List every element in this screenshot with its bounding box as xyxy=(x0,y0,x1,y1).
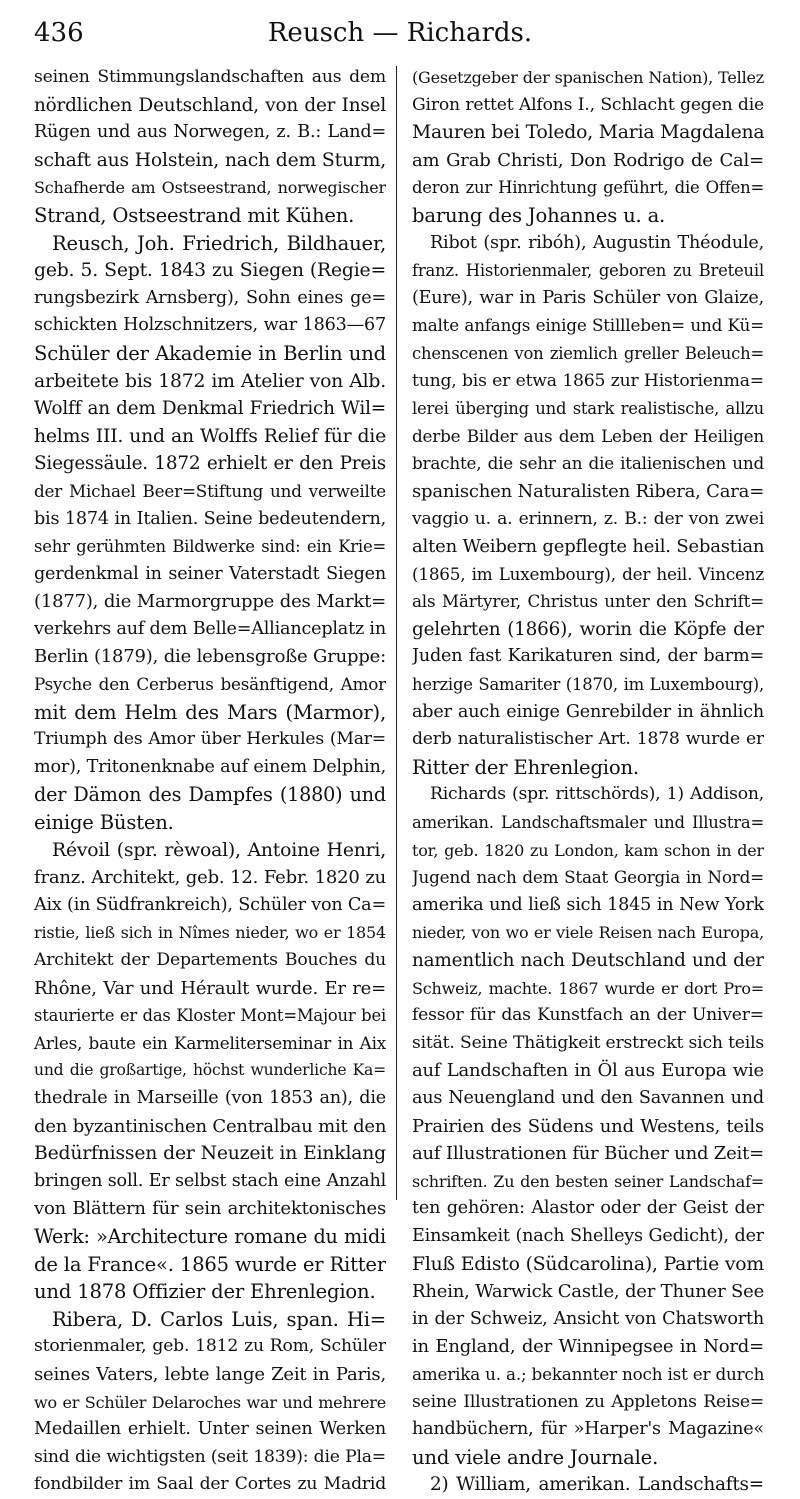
text-line: Prairien des Südens und Westens, teils xyxy=(412,1115,764,1137)
text-line: amerikan. Landschaftsmaler und Illustra= xyxy=(412,813,764,833)
text-line: helms III. und an Wolffs Relief für die xyxy=(34,425,386,447)
text-line: Psyche den Cerberus besänftigend, Amor xyxy=(34,674,386,695)
text-line: ten gehören: Alastor oder der Geist der xyxy=(412,1198,764,1219)
text-line: wo er Schüler Delaroches war und mehrere xyxy=(34,1392,386,1412)
text-line: malte anfangs einige Stillleben= und Kü= xyxy=(412,315,764,336)
text-line: storienmaler, geb. 1812 zu Rom, Schüler xyxy=(34,1336,386,1357)
text-line: auf Landschaften in Öl aus Europa wie xyxy=(412,1060,764,1082)
text-line: mit dem Helm des Mars (Marmor), xyxy=(34,700,386,724)
text-line: vaggio u. a. erinnern, z. B.: der von zwei xyxy=(412,508,764,529)
text-line: fondbilder im Saal der Cortes zu Madrid xyxy=(34,1474,386,1495)
text-line: Rügen und aus Norwegen, z. B.: Land= xyxy=(34,122,386,143)
text-line: (1865, im Luxembourg), der heil. Vincenz xyxy=(412,563,764,584)
text-line: lerei überging und stark realistische, allzu xyxy=(412,399,764,419)
text-line: ristie, ließ sich in Nîmes nieder, wo er 1854 xyxy=(34,923,386,943)
text-line: Berlin (1879), die lebensgroße Gruppe: xyxy=(34,646,386,668)
text-line: Schüler der Akademie in Berlin und xyxy=(34,341,386,365)
left-column xyxy=(34,64,386,1499)
text-line: (1877), die Marmorgruppe des Markt= xyxy=(34,591,386,613)
text-line: handbüchern, für »Harper's Magazine« xyxy=(412,1419,764,1440)
text-line: schaft aus Holstein, nach dem Sturm, xyxy=(34,149,386,171)
text-line: amerika und ließ sich 1845 in New York xyxy=(412,894,764,915)
text-line: Wolff an dem Denkmal Friedrich Wil= xyxy=(34,398,386,420)
text-line: spanischen Naturalisten Ribera, Cara= xyxy=(412,480,764,502)
text-line: derbe Bilder aus dem Leben der Heiligen xyxy=(412,425,764,446)
text-line: herzige Samariter (1870, im Luxembourg), xyxy=(412,675,764,695)
text-line: Werk: »Architecture romane du midi xyxy=(34,1224,386,1248)
text-line: Strand, Ostseestrand mit Kühen. xyxy=(34,203,355,227)
text-line: tung, bis er etwa 1865 zur Historienma= xyxy=(412,370,764,391)
text-line: Fluß Edisto (Südcarolina), Partie vom xyxy=(412,1253,764,1275)
text-line: deron zur Hinrichtung geführt, die Offen= xyxy=(412,178,764,198)
text-line: bis 1874 in Italien. Seine bedeutendern, xyxy=(34,508,386,529)
text-line: Rhein, Warwick Castle, der Thuner See xyxy=(412,1281,764,1303)
text-line: Aix (in Südfrankreich), Schüler von Ca= xyxy=(34,894,386,915)
text-line: Jugend nach dem Staat Georgia in Nord= xyxy=(412,867,764,888)
text-line: und die großartige, höchst wunderliche Ka= xyxy=(34,1061,386,1080)
text-line: Ribot (spr. ribóh), Augustin Théodule, xyxy=(430,232,764,253)
text-line: rungsbezirk Arnsberg), Sohn eines ge= xyxy=(34,287,386,308)
column-divider xyxy=(396,66,397,1200)
text-line: namentlich nach Deutschland und der xyxy=(412,950,764,971)
text-line: der Michael Beer=Stiftung und verweilte xyxy=(34,480,386,501)
text-line: sität. Seine Thätigkeit erstreckt sich teils xyxy=(412,1032,764,1053)
text-line: Medaillen erhielt. Unter seinen Werken xyxy=(34,1419,386,1440)
text-line: sind die wichtigsten (seit 1839): die Pla= xyxy=(34,1446,386,1467)
text-line: alten Weibern gepflegte heil. Sebastian xyxy=(412,536,764,558)
text-line: schickten Holzschnitzers, war 1863—67 xyxy=(34,315,386,336)
text-line: staurierte er das Kloster Mont=Majour bei xyxy=(34,1006,386,1026)
text-line: nieder, von wo er viele Reisen nach Europa, xyxy=(412,923,764,943)
text-line: der Dämon des Dampfes (1880) und xyxy=(34,783,386,807)
text-line: Siegessäule. 1872 erhielt er den Preis xyxy=(34,453,386,475)
text-line: seine Illustrationen zu Appletons Reise= xyxy=(412,1391,764,1412)
text-line: in England, der Winnipegsee in Nord= xyxy=(412,1336,764,1358)
text-line: Ritter der Ehrenlegion. xyxy=(412,755,639,779)
text-line: Juden fast Karikaturen sind, der barm= xyxy=(412,646,764,667)
text-line: bringen soll. Er selbst stach eine Anzahl xyxy=(34,1170,386,1191)
running-head: Reusch — Richards. xyxy=(267,18,533,48)
text-line: Einsamkeit (nach Shelleys Gedicht), der xyxy=(412,1225,764,1246)
page-number: 436 xyxy=(34,18,84,48)
text-line: am Grab Christi, Don Rodrigo de Cal= xyxy=(412,149,764,171)
text-line: aber auch einige Genrebilder in ähnlich xyxy=(412,701,764,722)
text-line: thedrale in Marseille (von 1853 an), die xyxy=(34,1087,386,1108)
text-line: (Eure), war in Paris Schüler von Glaize, xyxy=(412,287,764,308)
text-line: Giron rettet Alfons I., Schlacht gegen die xyxy=(412,94,764,115)
text-line: in der Schweiz, Ansicht von Chatsworth xyxy=(412,1308,764,1329)
text-line: 2) William, amerikan. Landschafts= xyxy=(430,1474,764,1496)
text-line: arbeitete bis 1872 im Atelier von Alb. xyxy=(34,370,386,392)
text-line: Architekt der Departements Bouches du xyxy=(34,950,386,970)
right-column xyxy=(412,64,764,1499)
text-line: brachte, die sehr an die italienischen und xyxy=(412,453,764,474)
text-line: aus Neuengland und den Savannen und xyxy=(412,1087,764,1108)
text-line: und 1878 Offizier der Ehrenlegion. xyxy=(34,1280,376,1304)
text-line: Triumph des Amor über Herkules (Mar= xyxy=(34,729,386,750)
text-line: den byzantinischen Centralbau mit den xyxy=(34,1115,386,1137)
text-line: franz. Architekt, geb. 12. Febr. 1820 zu xyxy=(34,867,386,889)
text-line: chenscenen von ziemlich greller Beleuch= xyxy=(412,343,764,363)
text-line: von Blättern für sein architektonisches xyxy=(34,1198,386,1220)
text-line: Arles, baute ein Karmeliterseminar in Aix xyxy=(34,1032,386,1053)
text-line: sehr gerühmten Bildwerke sind: ein Krie= xyxy=(34,537,386,557)
text-line: auf Illustrationen für Bücher und Zeit= xyxy=(412,1143,764,1165)
text-line: nördlichen Deutschland, von der Insel xyxy=(34,94,386,116)
page-header xyxy=(34,12,766,52)
text-line: tor, geb. 1820 zu London, kam schon in der xyxy=(412,840,764,860)
text-line: Révoil (spr. rèwoal), Antoine Henri, xyxy=(52,839,386,861)
text-line: Mauren bei Toledo, Maria Magdalena xyxy=(412,122,764,144)
text-line: geb. 5. Sept. 1843 zu Siegen (Regie= xyxy=(34,260,386,282)
text-line: und viele andre Journale. xyxy=(412,1445,659,1469)
text-line: Reusch, Joh. Friedrich, Bildhauer, xyxy=(52,231,386,255)
text-line: barung des Johannes u. a. xyxy=(412,203,666,227)
text-line: gelehrten (1866), worin die Köpfe der xyxy=(412,618,764,640)
text-line: als Märtyrer, Christus unter den Schrift= xyxy=(412,591,764,612)
text-line: amerika u. a.; bekannter noch ist er durch xyxy=(412,1363,764,1384)
text-line: einige Büsten. xyxy=(34,811,174,835)
text-line: verkehrs auf dem Belle=Allianceplatz in xyxy=(34,618,386,639)
text-line: fessor für das Kunstfach an der Univer= xyxy=(412,1005,764,1026)
text-line: de la France«. 1865 wurde er Ritter xyxy=(34,1252,386,1276)
text-line: franz. Historienmaler, geboren zu Breteuil xyxy=(412,261,764,281)
text-line: Schweiz, machte. 1867 wurde er dort Pro= xyxy=(412,978,764,998)
text-line: Bedürfnissen der Neuzeit in Einklang xyxy=(34,1143,386,1165)
text-line: seines Vaters, lebte lange Zeit in Paris, xyxy=(34,1363,386,1385)
text-line: mor), Tritonenknabe auf einem Delphin, xyxy=(34,756,386,777)
text-line: gerdenkmal in seiner Vaterstadt Siegen xyxy=(34,563,386,584)
text-line: Rhône, Var und Hérault wurde. Er re= xyxy=(34,977,386,999)
text-line: Richards (spr. rittschörds), 1) Addison, xyxy=(430,784,764,805)
text-line: seinen Stimmungslandschaften aus dem xyxy=(34,67,386,87)
text-line: derb naturalistischer Art. 1878 wurde er xyxy=(412,729,764,750)
text-line: Ribera, D. Carlos Luis, span. Hi= xyxy=(52,1307,386,1331)
text-line: schriften. Zu den besten seiner Landschaf= xyxy=(412,1171,764,1191)
text-line: (Gesetzgeber der spanischen Nation), Tellez xyxy=(412,68,764,87)
text-line: Schafherde am Ostseestrand, norwegischer xyxy=(34,178,386,198)
